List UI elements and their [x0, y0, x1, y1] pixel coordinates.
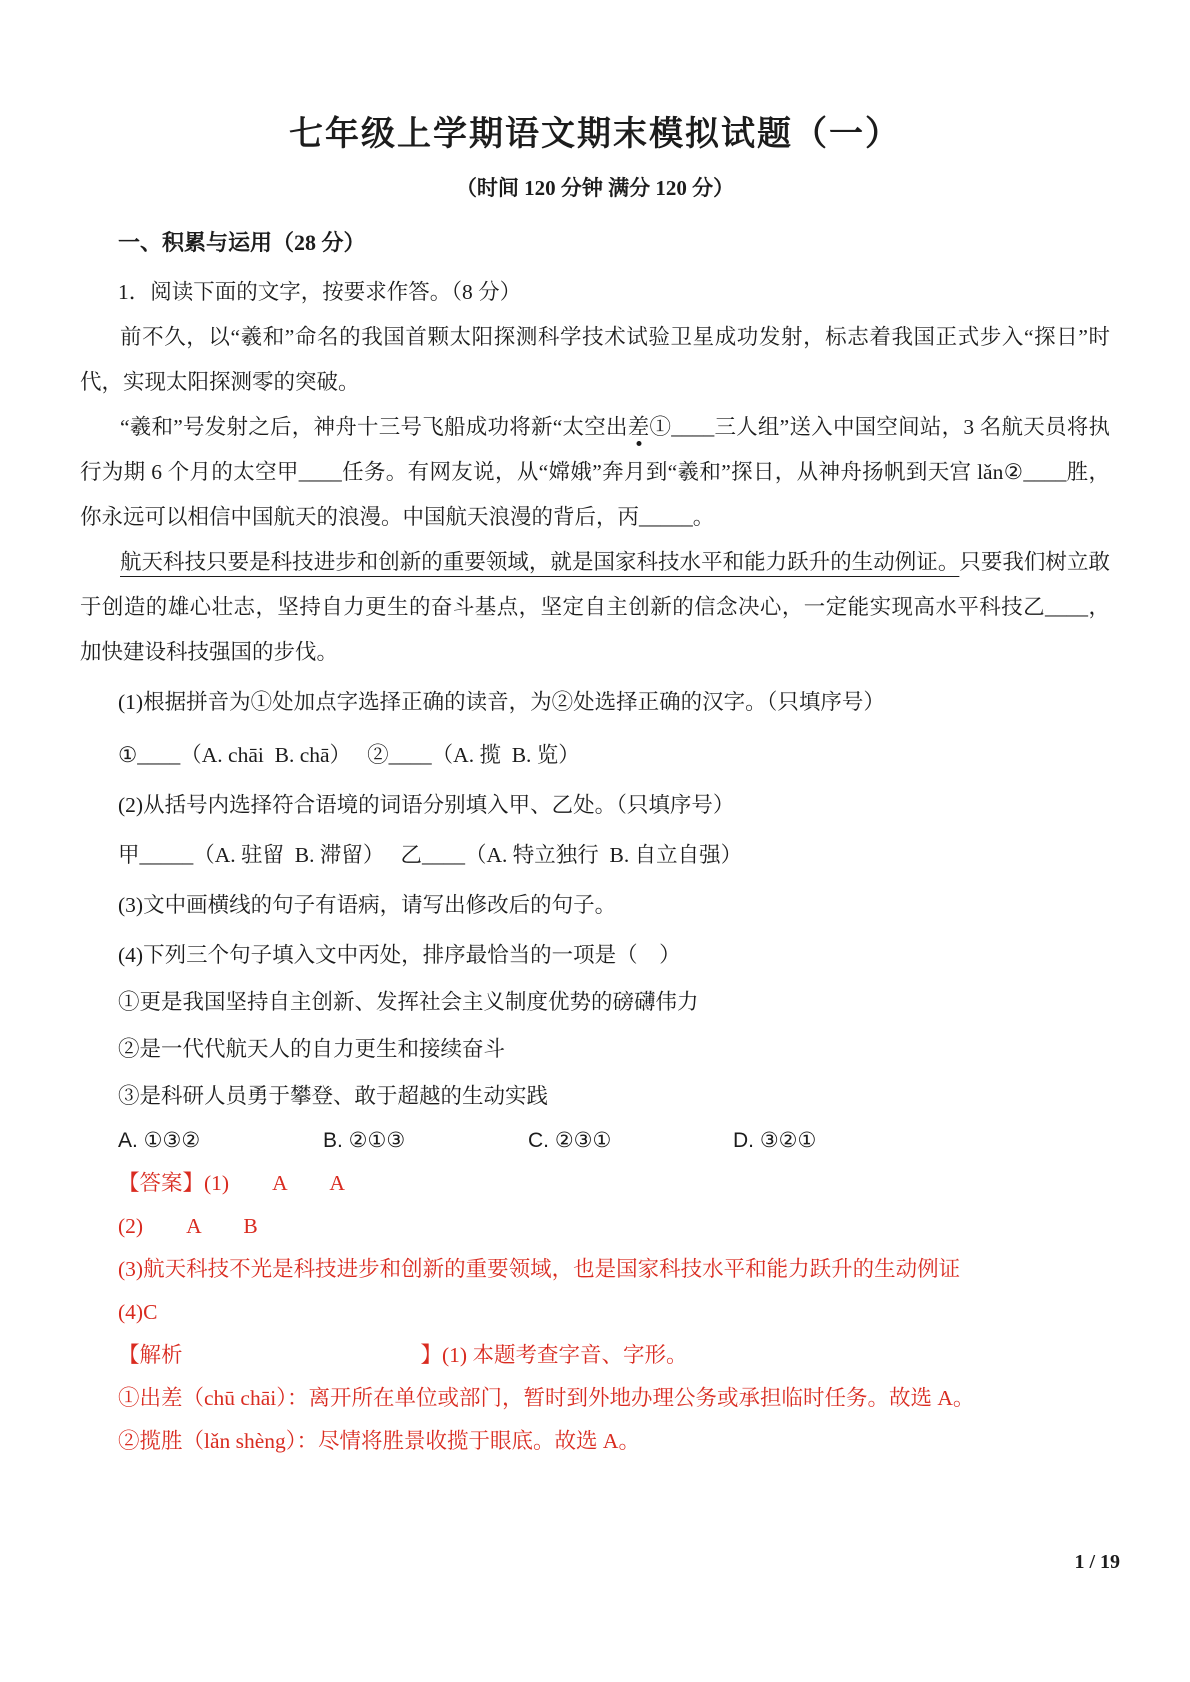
- page-title: 七年级上学期语文期末模拟试题（一）: [289, 116, 901, 153]
- answer-line-3: (3)航天科技不光是科技进步和创新的重要领域，也是国家科技水平和能力跃升的生动例证: [118, 1257, 961, 1281]
- answer-line-4: (4)C: [118, 1300, 158, 1324]
- sub-question-2-stem: (2)从括号内选择符合语境的词语分别填入甲、乙处。（只填序号）: [118, 793, 735, 817]
- sub-question-2-options: 甲_____（A. 驻留 B. 滞留） 乙____（A. 特立独行 B. 自立自强）: [118, 843, 743, 867]
- choice-d: D. ③②①: [733, 1129, 817, 1152]
- sub-question-1-options: ①____（A. chāi B. chā） ②____（A. 揽 B. 览）: [118, 743, 580, 767]
- sub-question-3-stem: (3)文中画横线的句子有语病，请写出修改后的句子。: [118, 893, 617, 917]
- analysis-line-2: ②揽胜（lǎn shèng）：尽情将胜景收揽于眼底。故选 A。: [118, 1429, 640, 1453]
- sub-question-4-choices: [80, 1119, 1110, 1162]
- sub-question-4-stem: (4)下列三个句子填入文中丙处，排序最恰当的一项是（ ）: [118, 943, 681, 967]
- question-stem: 1．阅读下面的文字，按要求作答。（8 分）: [118, 280, 522, 304]
- sub-question-4-item-1: ①更是我国坚持自主创新、发挥社会主义制度优势的磅礴伟力: [118, 990, 699, 1014]
- exam-subtitle: （时间 120 分钟 满分 120 分）: [455, 176, 735, 200]
- answer-line-1: 【答案】(1) A A: [118, 1171, 345, 1195]
- dotted-char: 差: [627, 415, 650, 439]
- paragraph3-rest: 只要我们树立敢于创造的雄心壮志，坚持自力更生的奋斗基点，坚定自主创新的信念决心，一定能实现高水平科技乙____，加快建设科技强国的步伐。: [80, 550, 1110, 664]
- body-paragraph-1: 前不久，以“羲和”命名的我国首颗太阳探测科学技术试验卫星成功发射，标志着我国正式步入“探日”时代，实现太阳探测零的突破。: [80, 325, 1110, 394]
- analysis-label: 【解析: [118, 1343, 183, 1367]
- analysis-intro: 】(1) 本题考查字音、字形。: [420, 1343, 688, 1367]
- sub-question-4-item-2: ②是一代代航天人的自力更生和接续奋斗: [118, 1037, 506, 1061]
- analysis-line-1: ①出差（chū chāi）：离开所在单位或部门，暂时到外地办理公务或承担临时任务。故选 A。: [118, 1386, 975, 1410]
- paragraph2-before-dot: “羲和”号发射之后，神舟十三号飞船成功将新“太空出: [120, 415, 628, 439]
- paragraph2-after-dot: ①____三人组”送入中国空间站，3 名航天员将执行为期 6 个月的太空甲____任务。有网友说，从“嫦娥”奔月到“羲和”探日，从神舟扬帆到天宫 lǎn②____胜，你永远可以相信中国航天的浪漫。中国航天浪漫的背后，丙_____。: [80, 415, 1110, 529]
- sub-question-4-item-3: ③是科研人员勇于攀登、敢于超越的生动实践: [118, 1084, 549, 1108]
- choice-c: C. ②③①: [528, 1129, 612, 1152]
- section-heading: 一、积累与运用（28 分）: [118, 230, 366, 255]
- underlined-sentence: 航天科技只要是科技进步和创新的重要领域，就是国家科技水平和能力跃升的生动例证。: [120, 550, 960, 574]
- sub-question-1-stem: (1)根据拼音为①处加点字选择正确的读音，为②处选择正确的汉字。（只填序号）: [118, 690, 885, 714]
- analysis-header-line: [80, 1334, 1110, 1377]
- page-number: 1 / 19: [1074, 1551, 1120, 1573]
- choice-a: A. ①③②: [118, 1129, 201, 1152]
- choice-b: B. ②①③: [323, 1129, 406, 1152]
- answer-line-2: (2) A B: [118, 1214, 258, 1238]
- body-paragraph-3: [80, 540, 1110, 675]
- body-paragraph-2: [80, 405, 1110, 540]
